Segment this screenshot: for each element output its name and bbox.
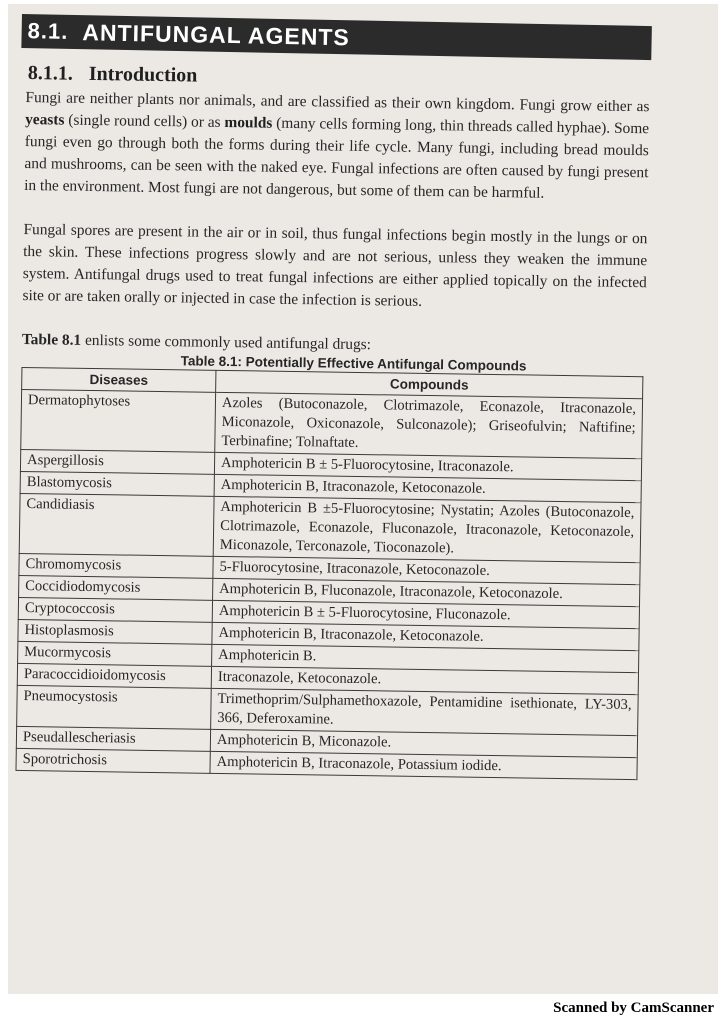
disease-cell: Histoplasmosis [18,619,212,644]
disease-cell: Dermatophytoses [21,389,216,452]
compound-cell: Trimethoprim/Sulphamethoxazole, Pentamidine isethionate, LY-303, 366, Deferoxamine. [211,688,639,735]
chapter-number: 8.1. [27,18,69,44]
table-intro-text: enlists some commonly used antifungal drugs: [81,331,372,354]
disease-cell: Chromomycosis [19,553,213,578]
disease-cell: Cryptococcosis [18,597,212,622]
compound-cell: Amphotericin B, Itraconazole, Ketoconazole. [214,474,641,502]
compound-cell: Amphotericin B ±5-Fluorocytosine; Nystatin; Azoles (Butoconazole, Clotrimazole, Econazole, Fluconazole, Itraconazole, Ketoconazole, Miconazole, Terconazole, Tioconazole). [213,496,641,562]
compound-cell: Amphotericin B, Itraconazole, Ketoconazole. [212,622,639,650]
spores-paragraph: Fungal spores are present in the air or in soil, thus fungal infections begin mostly in the lungs or on the skin. These infections progress slowly and are not serious, unless they weaken the immune system. Antifungal drugs used to treat fungal infections are either applied topically on the infected site or are taken orally or injected in case the infection is serious. [22,220,648,310]
scanner-watermark: Scanned by CamScanner [553,1000,714,1016]
header-compounds: Compounds [216,370,643,398]
chapter-title: ANTIFUNGAL AGENTS [82,18,351,50]
disease-cell: Paracoccidioidomycosis [17,663,211,688]
table-reference: Table 8.1 [21,330,82,349]
section-title: Introduction [88,62,198,87]
compound-cell: Itraconazole, Ketoconazole. [211,666,638,694]
disease-cell: Candidiasis [19,493,214,556]
term-yeasts: yeasts [25,110,65,129]
disease-cell: Mucormycosis [18,641,212,666]
disease-cell: Aspergillosis [20,449,214,474]
compound-cell: Amphotericin B, Miconazole. [210,729,637,757]
compound-cell: Amphotericin B, Itraconazole, Potassium iodide. [210,751,637,779]
disease-cell: Pseudallescheriasis [16,726,210,751]
chapter-header-bar [21,14,652,60]
header-diseases: Diseases [22,367,216,392]
compound-cell: Amphotericin B ± 5-Fluorocytosine, Fluconazole. [212,600,639,628]
table-row [19,493,641,562]
compound-cell: Amphotericin B ± 5-Fluorocytosine, Itraconazole. [214,452,641,480]
antifungal-table [15,367,643,780]
intro-text-1: Fungi are neither plants nor animals, and are classified as their own kingdom. Fungi grow either as [25,88,650,116]
disease-cell: Sporotrichosis [16,748,210,773]
page-content [15,62,649,780]
compound-cell: Amphotericin B, Fluconazole, Itraconazole, Ketoconazole. [213,578,640,606]
term-moulds: moulds [224,113,273,132]
compound-cell: Azoles (Butoconazole, Clotrimazole, Econazole, Itraconazole, Miconazole, Oxiconazole, Sulconazole); Griseofulvin; Naftifine; Terbinafine; Tolnaftate. [215,392,643,458]
disease-cell: Pneumocystosis [17,685,212,729]
intro-text-3: (many cells forming long, thin threads called hyphae). Some fungi even go through both the forms during their life cycle. Many fungi, including bread moulds and mushrooms, can be seen with the naked eye. Fungal infections are often caused by fungi present in the environment. Most fungi are not dangerous, but some of them can be harmful. [24,114,650,202]
section-number: 8.1.1. [27,62,73,85]
compound-cell: 5-Fluorocytosine, Itraconazole, Ketoconazole. [213,556,640,584]
compound-cell: Amphotericin B. [212,644,639,672]
intro-paragraph [24,87,650,206]
table-caption: Table 8.1: Potentially Effective Antifungal Compounds [180,353,527,374]
intro-text-2: (single round cells) or as [64,111,225,131]
disease-cell: Coccidiodomycosis [19,575,213,600]
scanned-page [8,4,718,994]
table-row [21,389,643,458]
disease-cell: Blastomycosis [20,471,214,496]
